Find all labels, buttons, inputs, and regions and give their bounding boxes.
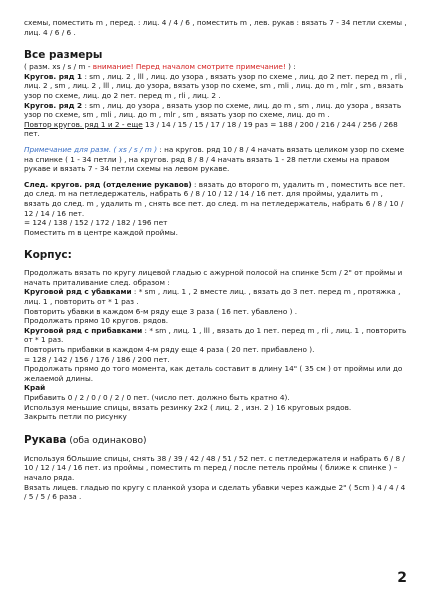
repeat-rows: Повтор кругов. ряд 1 и 2 - еще 13 / 14 / 15 / 15 / 17 / 18 / 19 раз = 188 / 200 / 216 / 244 / 256 / 268 пет. [24,119,398,139]
sleeves-para-2: Вязать лицев. гладью по кругу с планкой узора и сделать убавки через каждые 2" ( 5cm ) 4 / 4 / 4 / 5 / 5 / 6 раза . [24,482,406,502]
row1: Кругов. ряд 1 : sm , лиц. 2 , lll , лиц. до узора , вязать узор по схеме , лиц. до 2 пет. перед m , rli , лиц. 2 , sm , лиц. 2 , lll , лиц. до узора, вязать узор по схеме, sm , mli , лиц. до m , mlr , sm , вязать узор по схеме, лиц. до 2 пет. перед m , rli , лиц. 2 . [24,71,407,100]
sizes-note: ( разм. xs / s / m - внимание! Перед началом смотрите примечание! ) : [24,62,296,72]
edge-line-3: Закрыть петли по рисунку [24,412,127,422]
body-heading: Корпус: [24,249,72,262]
length-note: Продолжать прямо до того момента, как деталь составит в длину 14" ( 35 см ) от проймы или до желаемой длины. [24,364,403,383]
document-page [24,18,410,502]
stitch-total: = 124 / 138 / 152 / 172 / 182 / 196 пет [24,218,168,228]
increase-total: = 128 / 142 / 156 / 176 / 186 / 200 пет. [24,354,170,364]
warning-text: внимание! Перед началом смотрите примечание! [92,62,286,72]
row2: Кругов. ряд 2 : sm , лиц. до узора , вязать узор по схеме, лиц. до m , sm , лиц. до узора , вязать узор по схеме, sm , mli , лиц. до m , mlr , sm , вязать узор по схеме, лиц. до m . [24,100,402,120]
sleeves-heading: Рукава (оба одинаково) [24,433,147,446]
edge-line-1: Прибавить 0 / 2 / 0 / 0 / 2 / 0 пет. (число пет. должно быть кратно 4). [24,393,290,402]
increase-row: Круговой ряд с прибавками : * sm , лиц. 1 , lll , вязать до 1 пет. перед m , rli , лиц. 1 , повторить от * 1 раз. [24,325,407,345]
decrease-repeat: Повторить убавки в каждом 6-м ряду еще 3 раза ( 16 пет. убавлено ) . [24,306,298,316]
sleeve-separation: След. кругов. ряд (отделение рукавов) : вязать до второго m, удалить m , поместить все пет. до след. m на петледержатель, набрать 6 / 8 / 10 / 12 / 14 / 16 пет. для проймы, удалить m , вязать до след. m , удалить m , снять все пет. до след. m на петледержатель, набрать 6 / 8 / 10 / 12 / 14 / 16 пет. [24,179,406,218]
straight-rows: Продолжать прямо 10 кругов. рядов. [24,316,169,326]
size-note: Примечание для разм. ( xs / s / m ) : на кругов. ряд 10 / 8 / 4 начать вязать целиком узор по схеме на спинке ( 1 - 34 петли ) , на кругов. ряд 8 / 8 / 4 начать вязать 1 - 28 петли схемы на правом рукаве и вязать 7 - 34 петли схемы на левом рукаве. [24,144,405,174]
body-intro: Продолжать вязать по кругу лицевой гладью с ажурной полосой на спинке 5cm / 2" от проймы и начать приталивание след. образом : [24,268,403,287]
edge-line-2: Используя меньшие спицы, вязать резинку 2х2 ( лиц. 2 , изн. 2 ) 16 круговых рядов. [24,402,352,412]
edge-label: Край [24,383,46,393]
decrease-row: Круговой ряд с убавками : * sm , лиц. 1 , 2 вместе лиц. , вязать до 3 пет. перед m , протяжка , лиц. 1 , повторить от * 1 раз . [24,287,401,307]
sizes-heading: Все размеры [24,49,103,62]
increase-repeat: Повторить прибавки в каждом 4-м ряду еще 4 раза ( 20 пет. прибавлено ). [24,345,315,355]
page-number: 2 [397,570,407,586]
marker-note: Поместить m в центре каждой проймы. [24,227,179,237]
intro-text: схемы, поместить m , перед. : лиц. 4 / 4 / 6 , поместить m , лев. рукав : вязать 7 - 34 петли схемы , лиц. 4 / 6 / 6 . [24,18,407,37]
sleeves-para-1: Используя бОльшие спицы, снять 38 / 39 / 42 / 48 / 51 / 52 пет. с петледержателя и набрать 6 / 8 / 10 / 12 / 14 / 16 пет. из проймы , поместить m перед / после петель проймы ( ближе к спинке ) – начало ряда. [24,453,405,482]
